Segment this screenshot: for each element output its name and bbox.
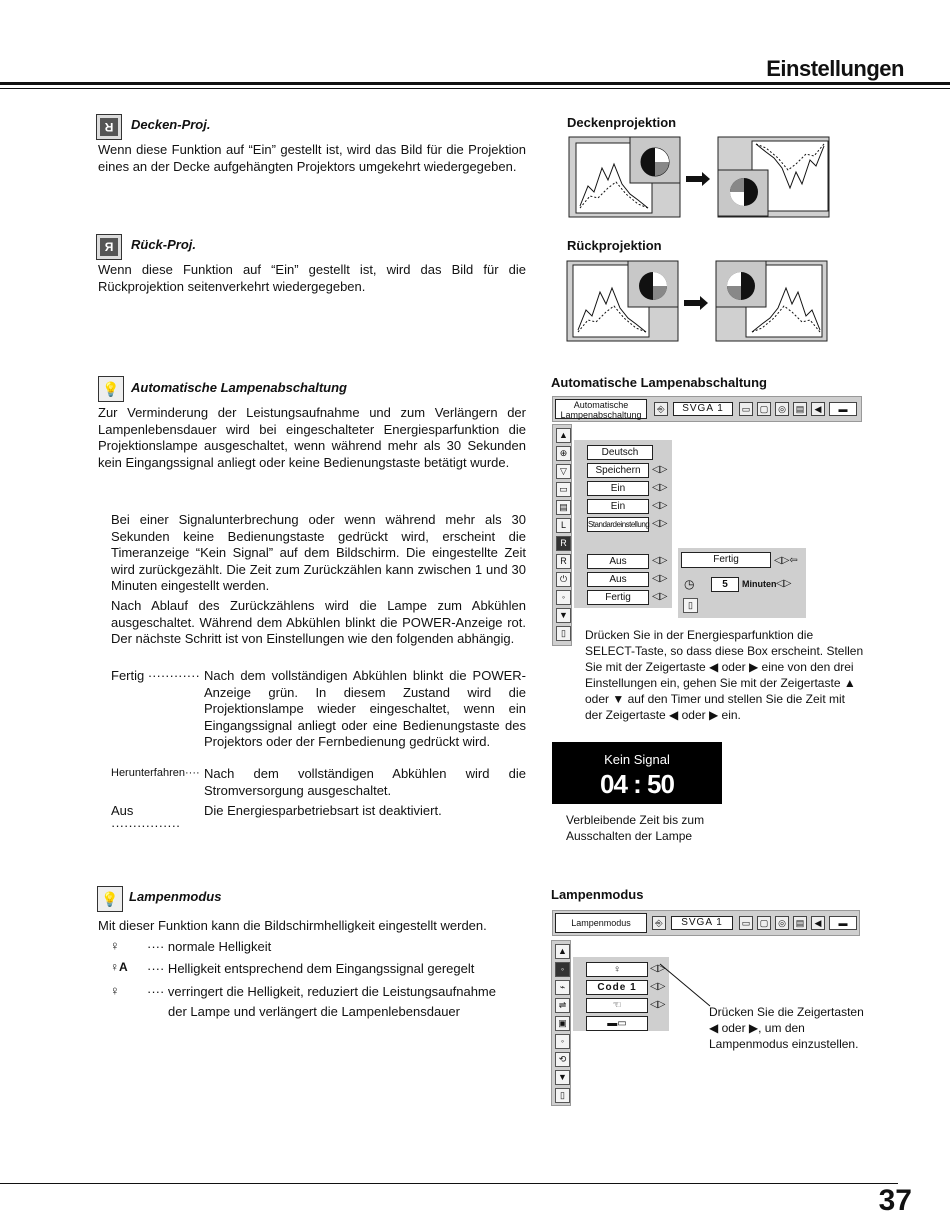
- lamp-icon: 💡: [98, 376, 124, 402]
- source-select[interactable]: SVGA 1: [673, 402, 733, 416]
- lampen-caption: Drücken Sie die Zeigertasten ◀ oder ▶, um den Lampenmodus einzustellen.: [709, 1005, 864, 1051]
- pc-icon[interactable]: ▭: [739, 402, 753, 416]
- menu-item-menu-position[interactable]: Speichern: [587, 463, 649, 478]
- menu-item-ceiling[interactable]: Aus: [587, 554, 649, 569]
- figure-title-auto: Automatische Lampenabschaltung: [551, 375, 767, 390]
- scroll-up-icon[interactable]: ▲: [556, 428, 571, 443]
- signal-caption: Verbleibende Zeit bis zum Ausschalten der Lampe: [566, 813, 705, 843]
- figure-title-rueck: Rückprojektion: [567, 238, 662, 253]
- auto-caption: Drücken Sie in der Energiesparfunktion die SELECT-Taste, so dass diese Box erscheint. Stellen Sie mit der Zeigertaste ◀ oder ▶ eine von den drei Einstellungen ein, gehen Sie mit der Zeigertaste ▲ oder ▼ auf den Timer und stellen Sie die Zeit mit der Zeigertaste ◀ oder ▶ ein.: [585, 628, 864, 722]
- arrows-icon[interactable]: ◁▷: [652, 555, 668, 566]
- sound-icon[interactable]: ◀: [811, 402, 825, 416]
- arrows-icon[interactable]: ◁▷: [650, 999, 666, 1010]
- arrows-icon[interactable]: ◁▷: [652, 518, 668, 529]
- screen-icon[interactable]: ▢: [757, 402, 771, 416]
- arrows-icon[interactable]: ◁▷: [776, 578, 792, 589]
- section-title-decken: Decken-Proj.: [131, 117, 211, 132]
- menu-item-power-management[interactable]: Fertig: [587, 590, 649, 605]
- menu-sidebar-auto: [552, 424, 572, 646]
- menu-label-auto: Automatische Lampenabschaltung: [555, 399, 647, 419]
- keystone-icon[interactable]: ▽: [556, 464, 571, 479]
- usb-icon[interactable]: ⇌: [555, 998, 570, 1013]
- arrows-icon[interactable]: ◁▷: [650, 963, 666, 974]
- normal-lamp-icon: ♀: [110, 938, 120, 953]
- lamp-menu-icon[interactable]: ◦: [556, 590, 571, 605]
- arrows-icon[interactable]: ◁▷: [652, 591, 668, 602]
- option-term-aus: Aus ················: [111, 803, 181, 833]
- pc-icon[interactable]: ▭: [739, 916, 753, 930]
- menu-item-language[interactable]: Deutsch: [587, 445, 653, 460]
- menu-bar-lampen: [552, 910, 860, 936]
- lock-icon[interactable]: ▣: [555, 1016, 570, 1031]
- auto-p2: Bei einer Signalunterbrechung oder wenn während mehr als 30 Sekunden keine Bedienungstaste gedrückt wird, erscheint die Timeranzeige “Kein Signal” auf dem Bildschirm. Die eingestellte Zeit wird zurückgezählt. Die Zeit zum Zurückzählen kann zwischen 1 und 30 Minuten eingestellt werden.: [111, 512, 526, 593]
- ceiling-projection-figure: [568, 136, 833, 220]
- arrows-icon[interactable]: ◁▷: [650, 981, 666, 992]
- option-desc-fertig: Nach dem vollständigen Abkühlen blinkt die POWER-Anzeige grün. In diesem Zustand wird die Projektionslampe wieder eingeschaltet, wenn ein Eingangssignal anliegt oder eine Bedienungstaste des Projektors oder der Fernbedienung gedrückt wird.: [204, 668, 526, 749]
- image-icon[interactable]: ◎: [775, 402, 789, 416]
- logo-icon[interactable]: L: [556, 518, 571, 533]
- timer-unit: Minuten: [742, 579, 777, 589]
- lamp-mode-value[interactable]: ♀: [586, 962, 648, 977]
- lock-value[interactable]: ▬▭: [586, 1016, 648, 1031]
- arrows-icon[interactable]: ◁▷: [652, 482, 668, 493]
- menu-item-logo[interactable]: Standardeinstellung: [587, 517, 649, 532]
- section-title-rueck: Rück-Proj.: [131, 237, 197, 252]
- image-icon[interactable]: ◎: [775, 916, 789, 930]
- figure-title-lampen: Lampenmodus: [551, 887, 644, 902]
- mode-eco-cont: der Lampe und verlängert die Lampenlebensdauer: [168, 1004, 460, 1019]
- settings-icon[interactable]: ▤: [793, 402, 807, 416]
- input-icon[interactable]: ⎆: [652, 916, 666, 930]
- menu-label-lampen: Lampenmodus: [555, 913, 647, 933]
- sound-icon[interactable]: ◀: [811, 916, 825, 930]
- scroll-up-icon[interactable]: ▲: [555, 944, 570, 959]
- projector-icon[interactable]: ▬: [829, 916, 857, 930]
- auto-p1: Zur Verminderung der Leistungsaufnahme und zum Verlängern der Lampenlebensdauer wird bei eingeschalteter Energiesparfunktion die Projektionslampe ausgeschaltet, wenn während mehr als 30 Sekunden kein Eingangssignal anliegt oder keine Bedienungstaste betätigt wurde.: [98, 405, 526, 470]
- clock-icon: ◷: [684, 577, 695, 591]
- eco-lamp-icon: ♀: [110, 983, 120, 998]
- power-management-icon[interactable]: ⏻: [556, 572, 571, 587]
- menu-item-rear[interactable]: Aus: [587, 572, 649, 587]
- rear-projection-icon: R: [96, 234, 122, 260]
- section-title-auto: Automatische Lampenabschaltung: [131, 380, 347, 395]
- menu-item-display[interactable]: Ein: [587, 499, 649, 514]
- ceiling-menu-icon[interactable]: R: [556, 536, 571, 551]
- menu-item-background[interactable]: Ein: [587, 481, 649, 496]
- mode-normal: ···· normale Helligkeit: [147, 939, 272, 954]
- rueck-text: Wenn diese Funktion auf “Ein” gestellt ist, wird das Bild für die Rückprojektion seitenverkehrt wiedergegeben.: [98, 262, 526, 294]
- header-rule: [0, 82, 950, 85]
- power-management-popup: [678, 548, 806, 618]
- menu-sidebar-lampen: [551, 940, 571, 1106]
- scroll-down-icon[interactable]: ▼: [556, 608, 571, 623]
- menu-items-panel: [574, 440, 672, 608]
- footer-rule: [0, 1183, 898, 1184]
- rear-menu-icon[interactable]: R: [556, 554, 571, 569]
- option-desc-aus: Die Energiesparbetriebsart ist deaktiviert.: [204, 803, 442, 818]
- figure-title-decken: Deckenprojektion: [567, 115, 677, 130]
- option-term-fertig: Fertig ············: [111, 668, 200, 683]
- lamp-mode-menu-icon[interactable]: ◦: [555, 962, 570, 977]
- scroll-down-icon[interactable]: ▼: [555, 1070, 570, 1085]
- arrows-icon[interactable]: ◁▷: [652, 464, 668, 475]
- remote-control-icon[interactable]: ⌁: [555, 980, 570, 995]
- arrows-icon[interactable]: ◁▷: [652, 573, 668, 584]
- auto-lamp-icon: ♀A: [110, 960, 128, 974]
- arrows-icon[interactable]: ◁▷⇦: [774, 555, 798, 566]
- pointer-value[interactable]: ☜: [586, 998, 648, 1013]
- lamp-mode-icon: 💡: [97, 886, 123, 912]
- blue-screen-icon[interactable]: ▭: [556, 482, 571, 497]
- mode-eco: ···· verringert die Helligkeit, reduziert die Leistungsaufnahme: [147, 984, 496, 999]
- display-icon[interactable]: ▤: [556, 500, 571, 515]
- projector-icon[interactable]: ▬: [829, 402, 857, 416]
- page-number: 37: [878, 1184, 912, 1217]
- mode-auto: ···· Helligkeit entsprechend dem Eingangssignal geregelt: [147, 961, 475, 976]
- remote-code-value[interactable]: Code 1: [586, 980, 648, 995]
- source-select[interactable]: SVGA 1: [671, 916, 733, 930]
- callout-line: [658, 962, 714, 1010]
- timer-value[interactable]: 5: [711, 577, 739, 592]
- option-desc-herunterfahren: Nach dem vollständigen Abkühlen wird die Stromversorgung ausgeschaltet.: [204, 766, 526, 798]
- globe-icon[interactable]: ⊕: [556, 446, 571, 461]
- lampen-intro: Mit dieser Funktion kann die Bildschirmhelligkeit eingestellt werden.: [98, 918, 487, 933]
- section-title-lampen: Lampenmodus: [129, 889, 222, 904]
- no-signal-display: [552, 742, 722, 804]
- lamp-mode-panel: [573, 957, 669, 1031]
- settings-icon[interactable]: ▤: [793, 916, 807, 930]
- page-title: Einstellungen: [766, 56, 904, 81]
- input-icon[interactable]: ⎆: [654, 402, 668, 416]
- countdown-time: 04 : 50: [600, 769, 674, 799]
- option-term-herunterfahren: Herunterfahren····: [111, 767, 200, 779]
- rear-projection-figure: [566, 260, 830, 344]
- screen-icon[interactable]: ▢: [757, 916, 771, 930]
- factory-default-icon[interactable]: ⟲: [555, 1052, 570, 1067]
- arrows-icon[interactable]: ◁▷: [652, 500, 668, 511]
- page-icon[interactable]: ▯: [555, 1088, 570, 1103]
- menu-bar-auto: [552, 396, 862, 422]
- lamp-counter-icon[interactable]: ◦: [555, 1034, 570, 1049]
- decken-text: Wenn diese Funktion auf “Ein” gestellt ist, wird das Bild für die Projektion eines an der Decke aufgehängten Projektors umgekehrt wiedergegeben.: [98, 142, 526, 174]
- ceiling-icon: R: [96, 114, 122, 140]
- auto-p3: Nach Ablauf des Zurückzählens wird die Lampe zum Abkühlen ausgeschaltet. Während dem Abkühlen blinkt die POWER-Anzeige rot. Der nächste Schritt ist von Einstellungen wie den folgenden abhängig.: [111, 598, 526, 646]
- header-rule-thin: [0, 88, 950, 89]
- page-icon[interactable]: ▯: [556, 626, 571, 641]
- page-icon[interactable]: ▯: [683, 598, 698, 613]
- no-signal-label: Kein Signal: [604, 752, 670, 767]
- popup-mode-value[interactable]: Fertig: [681, 552, 771, 568]
